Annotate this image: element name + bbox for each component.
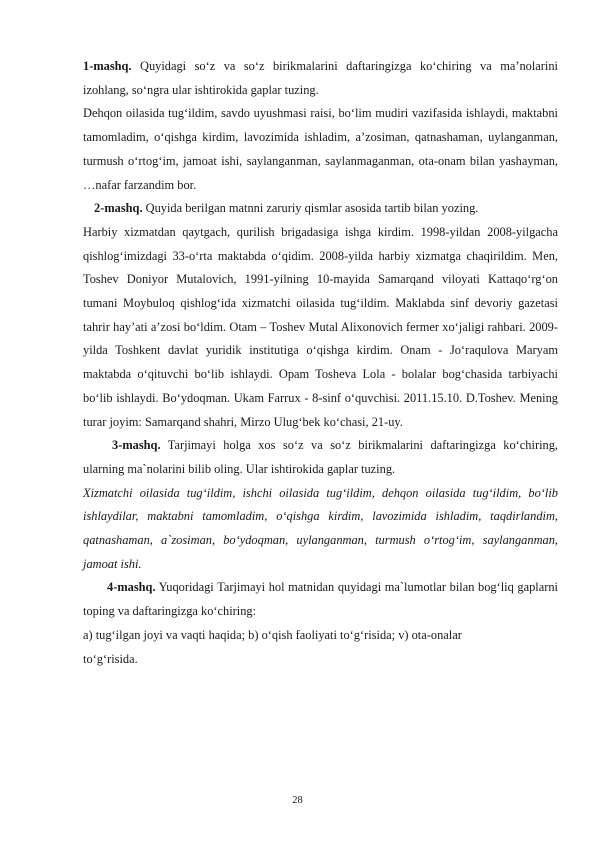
exercise-3-wordlist: Xizmatchi oilasida tug‘ildim, ishchi oilasida tug‘ildim, dehqon oilasida tug‘ildim, bo‘lib ishlaydilar, maktabni tamomladim, o‘qishga kirdim, lavozimida ishladim, taqdirlandim, qatnashaman, a`zosiman, bo‘ydoqman, uylanganman, turmush o‘rtog‘im, saylanganman, jamoat ishi. xyxy=(83,485,558,571)
page-number: 28 xyxy=(292,795,303,806)
exercise-2-passage: Harbiy xizmatdan qaytgach, qurilish brigadasiga ishga kirdim. 1998-yildan 2008-yilgacha qishlog‘imizdagi 33-o‘rta maktabda o‘qidim. 2008-yilda harbiy xizmatga chaqirildim. Men, Toshev Doniyor Mutalovich, 1991-yilning 10-mayida Samarqand viloyati Kattaqo‘rg‘on tumani Moybuloq qishlog‘ida xizmatchi oilasida tug‘ildim. Maklabda sinf devoriy gazetasi tahrir hay’ati a’zosi bo‘ldim. Otam – Toshev Mutal Alixonovich fermer xo‘jaligi rahbari. 2009-yilda Toshkent davlat yuridik institutiga o‘qishga kirdim. Onam - Jo‘raqulova Maryam maktabda o‘qituvchi bo‘lib ishlaydi. Opam Tosheva Lola - bolalar bog‘chasida tarbiyachi bo‘lib ishlaydi. Bo‘ydoqman. Ukam Farrux - 8-sinf o‘quvchisi. 2011.15.10. D.Toshev. Mening turar joyim: Samarqand shahri, Mirzo Ulug‘bek ko‘chasi, 21-uy. xyxy=(83,224,558,429)
exercise-2-heading: 2-mashq. xyxy=(94,201,143,216)
exercise-4-heading: 4-mashq. xyxy=(107,580,156,595)
exercise-2 xyxy=(83,197,558,221)
exercise-1-heading: 1-mashq. xyxy=(83,59,132,73)
exercise-4-items-line-2: to‘g‘risida. xyxy=(83,651,138,666)
exercise-2-text: Quyida berilgan matnni zaruriy qismlar asosida tartib bilan yozing. xyxy=(142,201,479,216)
exercise-4-items-line-1: a) tug‘ilgan joyi va vaqti haqida; b) o‘qish faoliyati to‘g‘risida; v) ota-onalar xyxy=(83,627,462,642)
exercise-1-wordlist: Dehqon oilasida tug‘ildim, savdo uyushmasi raisi, bo‘lim mudiri vazifasida ishlaydi, maktabni tamomladim, o‘qishga kirdim, lavozimida ishladim, a’zosiman, qatnashaman, uylanganman, turmush o‘rtog‘im, jamoat ishi, saylanganman, saylanmaganman, ota-onam bilan yashayman, …nafar farzandim bor. xyxy=(83,106,558,192)
exercise-1-text: Quyidagi so‘z va so‘z birikmalarini daftaringizga ko‘chiring va ma’nolarini izohlang, so‘ngra ular ishtirokida gaplar tuzing. xyxy=(83,59,558,97)
exercise-1 xyxy=(83,55,558,102)
exercise-4-text: Yuqoridagi Tarjimayi hol matnidan quyidagi ma`lumotlar bilan bog‘liq gaplarni toping va daftaringizga ko‘chiring: xyxy=(83,580,558,619)
document-body xyxy=(83,55,558,671)
exercise-3 xyxy=(83,434,558,481)
exercise-3-heading: 3-mashq. xyxy=(112,438,161,453)
exercise-3-text: Tarjimayi holga xos so‘z va so‘z birikmalarini daftaringizga ko‘chiring, ularning ma`nolarini bilib oling. Ular ishtirokida gaplar tuzing. xyxy=(83,438,558,476)
exercise-4 xyxy=(83,576,558,623)
